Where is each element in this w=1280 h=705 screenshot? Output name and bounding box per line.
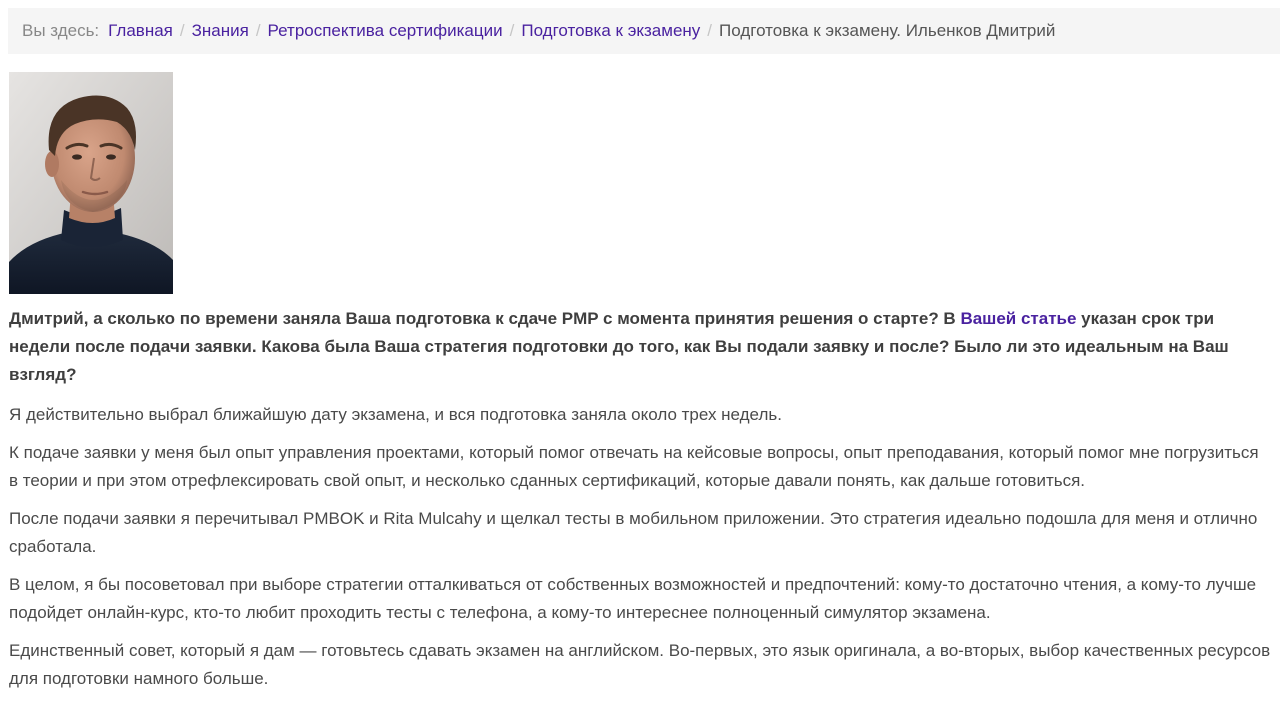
breadcrumb-separator: / (509, 21, 515, 40)
answer-paragraph: Единственный совет, который я дам — готовьтесь сдавать экзамен на английском. Во-первых, это язык оригинала, а во-вторых, выбор качественных ресурсов для подготовки намного больше. (9, 641, 1271, 688)
breadcrumb-link-home[interactable]: Главная (108, 21, 173, 40)
portrait-image (9, 72, 173, 294)
breadcrumb-separator: / (707, 21, 713, 40)
breadcrumb-link-knowledge[interactable]: Знания (191, 21, 249, 40)
breadcrumb-prefix: Вы здесь: (22, 21, 100, 40)
question-text-end: указан срок три недели после подачи заявки. Какова была Ваша стратегия подготовки до того, как Вы подали заявку и после? Было ли это идеальным на Ваш взгляд? (9, 309, 1229, 384)
breadcrumb-link-exam-prep[interactable]: Подготовка к экзамену (521, 21, 701, 40)
breadcrumb-current: Подготовка к экзамену. Ильенков Дмитрий (719, 21, 1056, 40)
breadcrumb-separator: / (255, 21, 261, 40)
breadcrumb-link-retrospective[interactable]: Ретроспектива сертификации (267, 21, 503, 40)
breadcrumb (8, 8, 1280, 54)
author-photo (9, 72, 173, 294)
article-link[interactable]: Вашей статье (960, 309, 1077, 328)
answer-paragraph: Я действительно выбрал ближайшую дату экзамена, и вся подготовка заняла около трех недель. (9, 405, 782, 424)
article-body (9, 305, 1271, 703)
breadcrumb-separator: / (179, 21, 185, 40)
answer-paragraph: В целом, я бы посоветовал при выборе стратегии отталкиваться от собственных возможностей и предпочтений: кому-то достаточно чтения, а кому-то лучше подойдет онлайн-курс, кто-то любит проходить тесты с телефона, а кому-то интереснее полноценный симулятор экзамена. (9, 575, 1257, 622)
answer-paragraph: После подачи заявки я перечитывал PMBOK и Rita Mulcahy и щелкал тесты в мобильном приложении. Это стратегия идеально подошла для меня и отлично сработала. (9, 509, 1258, 556)
interview-question (9, 305, 1271, 389)
answer-paragraph: К подаче заявки у меня был опыт управления проектами, который помог отвечать на кейсовые вопросы, опыт преподавания, который помог мне погрузиться в теории и при этом отрефлексировать свой опыт, и несколько сданных сертификаций, которые давали понять, как дальше готовиться. (9, 443, 1259, 490)
question-text-start: Дмитрий, а сколько по времени заняла Ваша подготовка к сдаче PMP с момента принятия решения о старте? В (9, 309, 961, 328)
